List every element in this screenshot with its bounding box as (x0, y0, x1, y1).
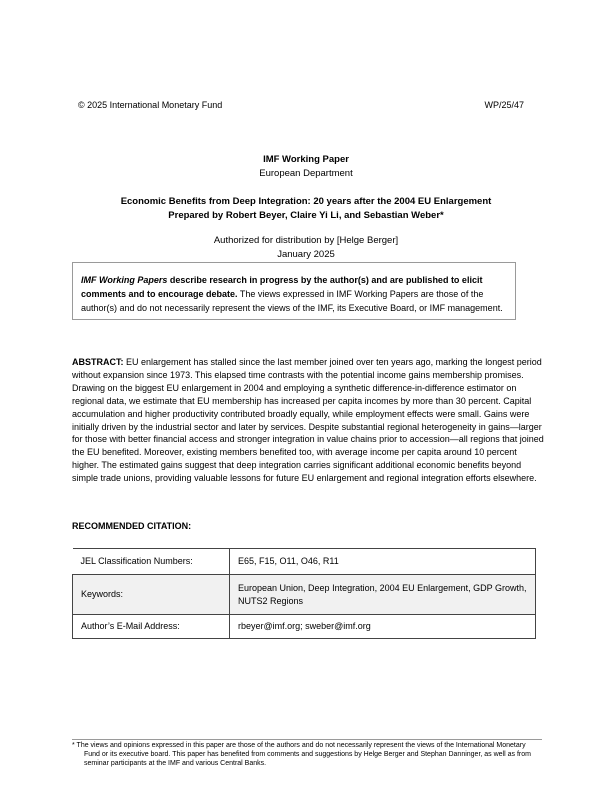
table-label-jel: JEL Classification Numbers: (73, 549, 230, 575)
table-label-keywords: Keywords: (73, 575, 230, 615)
abstract (72, 356, 544, 485)
table-value-email: rbeyer@imf.org; sweber@imf.org (230, 615, 536, 639)
table-row (73, 549, 536, 575)
disclaimer-box (72, 262, 516, 320)
department: European Department (259, 168, 353, 179)
series-title: IMF Working Paper (263, 154, 349, 165)
copyright-notice: © 2025 International Monetary Fund (78, 100, 223, 110)
footnote: * The views and opinions expressed in this paper are those of the authors and do not necessarily represent the views of the International Monetary Fund or its executive board. This paper has benefited from comments and suggestions by Helge Berger and Stephan Danninger, as well as from seminar participants at the IMF and various Central Banks. (72, 742, 531, 767)
table-value-jel: E65, F15, O11, O46, R11 (230, 549, 536, 575)
table-row (73, 575, 536, 615)
publication-date: January 2025 (277, 249, 335, 260)
recommended-citation-label: RECOMMENDED CITATION: (72, 521, 192, 531)
disclaimer-series-name: IMF Working Papers (81, 275, 168, 285)
table-row (73, 615, 536, 639)
authors-line: Prepared by Robert Beyer, Claire Yi Li, and Sebastian Weber* (168, 210, 444, 221)
disclaimer-bold-text: describe research in progress by the author(s) and are published to elicit comments and to encourage debate. (81, 275, 483, 299)
footnote-divider (72, 739, 542, 740)
abstract-label: ABSTRACT: (72, 357, 124, 367)
disclaimer-text: The views expressed in IMF Working Papers are those of the author(s) and do not necessarily represent the views of the IMF, its Executive Board, or IMF management. (81, 289, 503, 313)
abstract-text: EU enlargement has stalled since the last member joined over ten years ago, marking the longest period without expansion since 1973. This elapsed time contrasts with the potential income gains membership promises. Drawing on the biggest EU enlargement in 2004 and employing a synthetic difference-in-difference estimator on regional data, we estimate that EU membership has increased per capita incomes by more than 30 percent. Capital accumulation and higher productivity contributed broadly equally, while employment effects were small. Gains were initially driven by the industrial sector and later by services. Despite substantial regional heterogeneity in gains—larger for those with better financial access and stronger integration in value chains prior to accession—all regions that joined the EU benefited. Moreover, existing members benefited too, with average income per capita around 10 percent higher. The estimated gains suggest that deep integration carries significant additional economic benefits beyond simple trade unions, providing valuable lessons for future EU enlargement and regional integration efforts elsewhere. (72, 357, 544, 484)
table-label-email: Author’s E-Mail Address: (73, 615, 230, 639)
info-table (72, 548, 536, 639)
table-value-keywords: European Union, Deep Integration, 2004 EU Enlargement, GDP Growth, NUTS2 Regions (230, 575, 536, 615)
authorized-by: Authorized for distribution by [Helge Berger] (213, 235, 399, 246)
paper-title: Economic Benefits from Deep Integration: 20 years after the 2004 EU Enlargement (120, 196, 492, 207)
document-number: WP/25/47 (484, 100, 524, 110)
